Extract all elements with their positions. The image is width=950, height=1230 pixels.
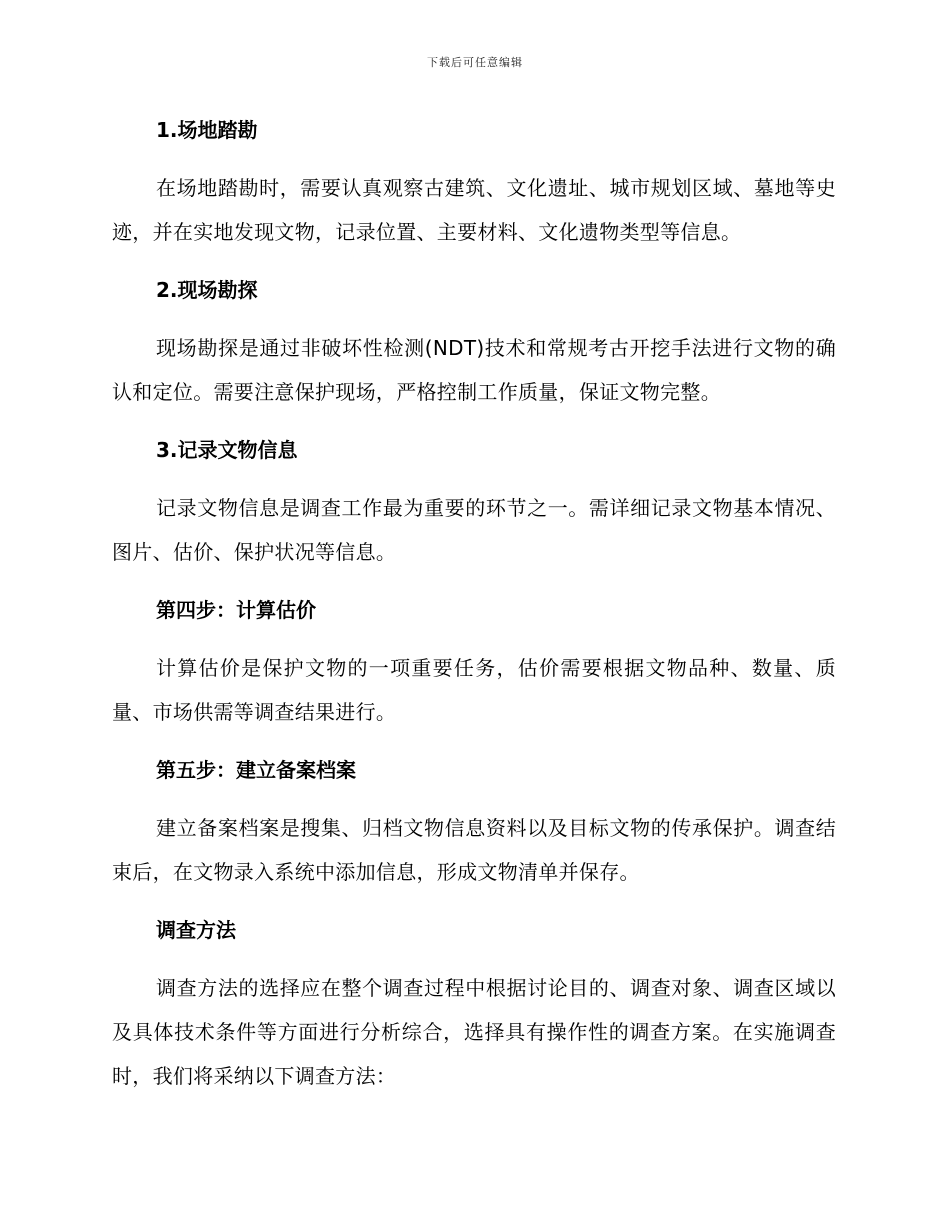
section-valuation: [112, 590, 836, 734]
section-survey-methods: [112, 910, 836, 1098]
section-field-exploration: [112, 270, 836, 414]
section-paragraph: 建立备案档案是搜集、归档文物信息资料以及目标文物的传承保护。调查结束后，在文物录入系统中添加信息，形成文物清单并保存。: [112, 816, 836, 884]
section-paragraph: 记录文物信息是调查工作最为重要的环节之一。需详细记录文物基本情况、图片、估价、保护状况等信息。: [112, 496, 836, 564]
section-heading: 第四步：计算估价: [156, 598, 316, 622]
section-paragraph: 在场地踏勘时，需要认真观察古建筑、文化遗址、城市规划区域、墓地等史迹，并在实地发现文物，记录位置、主要材料、文化遗物类型等信息。: [112, 176, 836, 244]
page-header-note: 下载后可任意编辑: [427, 56, 523, 69]
section-heading: 2.现场勘探: [156, 278, 258, 302]
section-heading: 3.记录文物信息: [156, 438, 298, 462]
section-record-info: [112, 430, 836, 574]
section-heading: 第五步：建立备案档案: [156, 758, 356, 782]
section-site-survey: [112, 110, 836, 254]
section-heading: 调查方法: [156, 918, 236, 942]
document-body: [112, 110, 836, 1114]
section-paragraph: 现场勘探是通过非破坏性检测(NDT)技术和常规考古开挖手法进行文物的确认和定位。需要注意保护现场，严格控制工作质量，保证文物完整。: [112, 336, 836, 404]
section-paragraph: 计算估价是保护文物的一项重要任务，估价需要根据文物品种、数量、质量、市场供需等调查结果进行。: [112, 656, 836, 724]
section-paragraph: 调查方法的选择应在整个调查过程中根据讨论目的、调查对象、调查区域以及具体技术条件等方面进行分析综合，选择具有操作性的调查方案。在实施调查时，我们将采纳以下调查方法：: [112, 976, 836, 1088]
section-archive: [112, 750, 836, 894]
section-heading: 1.场地踏勘: [156, 118, 258, 142]
